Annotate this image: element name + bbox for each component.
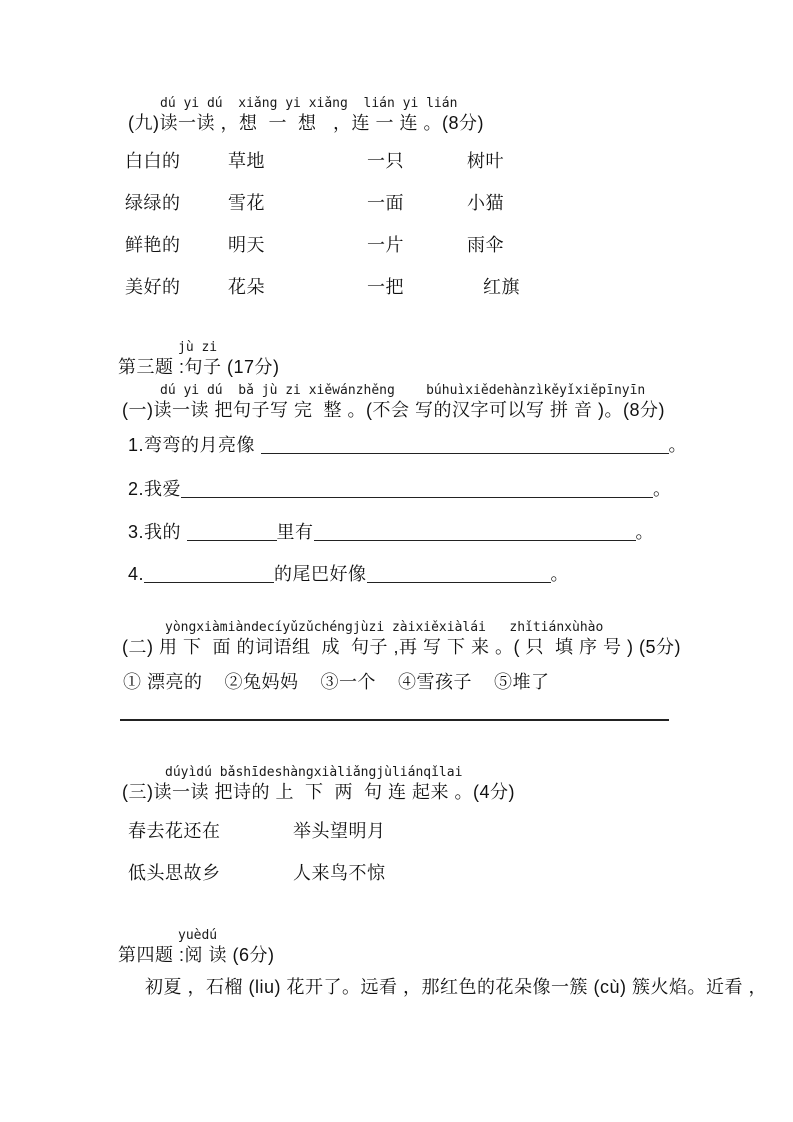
item-text: 2.我爱 [128,479,182,499]
fill-item-2 [128,478,672,500]
part1-pinyin: dú yi dú bǎ jù zi xiěwánzhěng búhuìxiědehànzìkěyǐxiěpīnyīn [160,383,646,398]
answer-blank [261,439,669,454]
part2-options: ① 漂亮的 ②兔妈妈 ③一个 ④雪孩子 ⑤堆了 [123,672,550,692]
match-object: 红旗 [483,277,520,297]
period: 。 [668,435,688,455]
section3-pinyin: jù zi [178,340,218,355]
match-measure-word: 一片 [367,235,404,255]
poem-line-lower: 举头望明月 [293,821,386,841]
fill-item-4 [128,563,569,585]
item-text: 1.弯弯的月亮像 [128,435,261,455]
match-noun: 明天 [228,235,265,255]
match-adjective: 白白的 [125,151,181,171]
section3-title: 第三题 :句子 (17分) [118,357,280,377]
part4-pinyin: yuèdú [178,928,218,943]
item-text: 的尾巴好像 [274,564,367,584]
match-measure-word: 一只 [367,151,404,171]
item-text: 4. [128,564,145,584]
section9-title: (九)读一读 ，想 一 想 ，连 一 连 。(8分) [128,113,484,133]
poem-line-upper: 低头思故乡 [128,863,221,883]
part1-title: (一)读一读 把句子写 完 整 。(不会 写的汉字可以写 拼 音 )。(8分) [122,400,665,420]
match-object: 雨伞 [467,235,504,255]
match-noun: 花朵 [228,277,265,297]
match-measure-word: 一把 [367,277,404,297]
answer-blank [181,483,653,498]
answer-line [120,719,669,721]
match-adjective: 鲜艳的 [125,235,181,255]
fill-item-3 [128,521,654,543]
fill-item-1 [128,434,687,456]
answer-blank [367,568,551,583]
answer-blank [144,568,274,583]
match-noun: 草地 [228,151,265,171]
period: 。 [635,522,655,542]
answer-blank [314,526,636,541]
part3-pinyin: dúyìdú bǎshīdeshàngxiàliǎngjùliánqǐlai [165,765,463,780]
part2-pinyin: yòngxiàmiàndecíyǔzǔchéngjùzi zàixiěxiàlái zhǐtiánxùhào [165,620,604,635]
answer-blank [187,526,277,541]
poem-line-lower: 人来鸟不惊 [293,863,386,883]
part2-title: (二) 用 下 面 的词语组 成 句子 ,再 写 下 来 。( 只 填 序 号 ) (5分) [122,637,681,657]
item-text: 里有 [276,522,314,542]
part4-title: 第四题 :阅 读 (6分) [118,945,275,965]
item-text: 3.我的 [128,522,187,542]
match-adjective: 美好的 [125,277,181,297]
period: 。 [550,564,570,584]
section9-pinyin: dú yi dú xiǎng yi xiǎng lián yi lián [160,96,458,111]
period: 。 [653,479,672,499]
match-noun: 雪花 [228,193,265,213]
match-object: 树叶 [467,151,504,171]
match-measure-word: 一面 [367,193,404,213]
reading-paragraph: 初夏 ，石榴 (liu) 花开了。远看 ，那红色的花朵像一簇 (cù) 簇火焰。近看 ， [145,977,767,997]
poem-line-upper: 春去花还在 [128,821,221,841]
part3-title: (三)读一读 把诗的 上 下 两 句 连 起来 。(4分) [122,782,515,802]
match-object: 小猫 [467,193,504,213]
match-adjective: 绿绿的 [125,193,181,213]
